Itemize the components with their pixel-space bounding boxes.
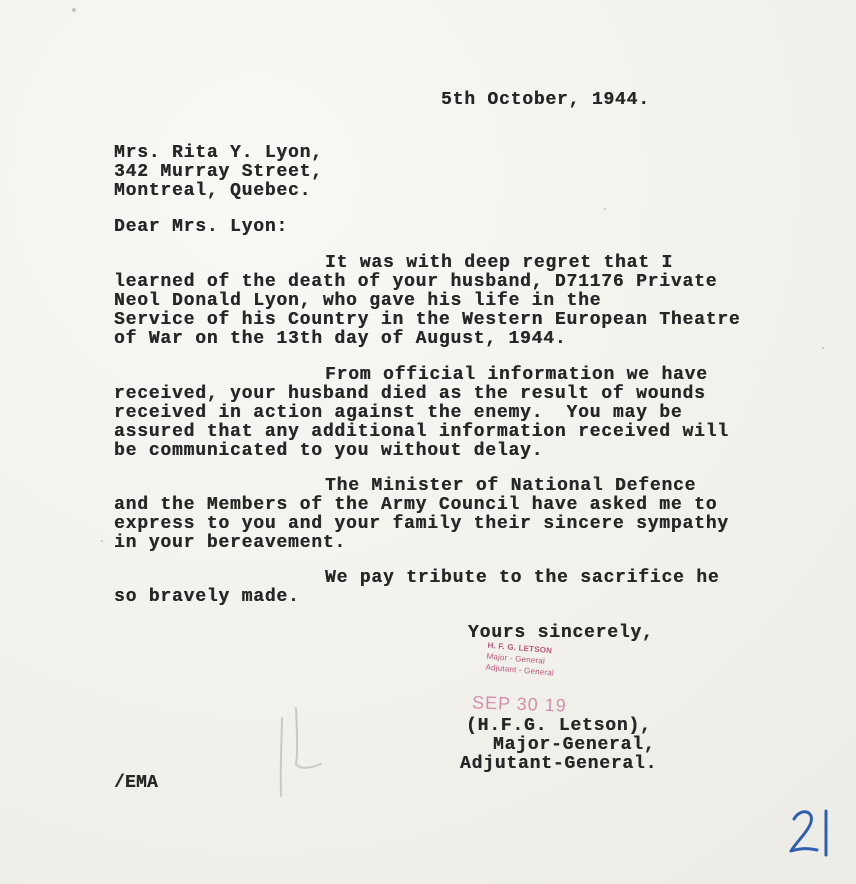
body-line: of War on the 13th day of August, 1944.	[114, 329, 567, 349]
body-line: received in action against the enemy. You may be	[114, 403, 683, 423]
letter-date: 5th October, 1944.	[441, 90, 650, 110]
body-line: The Minister of National Defence	[325, 476, 697, 496]
closing: Yours sincerely,	[468, 623, 654, 643]
handwritten-page-number	[787, 804, 837, 858]
paper-speck	[604, 208, 606, 210]
body-line: We pay tribute to the sacrifice he	[325, 568, 720, 588]
body-line: learned of the death of your husband, D71176 Private	[114, 272, 718, 292]
recipient-address-line: Mrs. Rita Y. Lyon,	[114, 143, 323, 163]
paper-speck	[822, 347, 824, 349]
body-line: From official information we have	[325, 365, 708, 385]
official-name-stamp	[484, 640, 587, 691]
stamp-line: H. F. G. LETSON	[487, 640, 553, 656]
body-line: so bravely made.	[114, 587, 300, 607]
recipient-address-line: Montreal, Quebec.	[114, 181, 312, 201]
body-line: Service of his Country in the Western European Theatre	[114, 310, 741, 330]
body-line: assured that any additional information received will	[114, 422, 729, 442]
paper-speck	[101, 540, 103, 542]
body-line: be communicated to you without delay.	[114, 441, 544, 461]
reference-initials: /EMA	[114, 773, 159, 793]
paper-speck	[72, 8, 76, 12]
pencil-signature-mark	[268, 706, 338, 806]
stamp-line: Major - General	[486, 651, 546, 666]
body-line: express to you and your family their sincere sympathy	[114, 514, 729, 534]
recipient-address-line: 342 Murray Street,	[114, 162, 323, 182]
body-line: Neol Donald Lyon, who gave his life in the	[114, 291, 602, 311]
received-date-stamp: SEP 30 19	[471, 692, 568, 716]
salutation: Dear Mrs. Lyon:	[114, 217, 289, 237]
body-line: It was with deep regret that I	[325, 253, 674, 273]
body-line: in your bereavement.	[114, 533, 347, 553]
stamp-line: Adjutant - General	[485, 662, 555, 678]
signature-rank: Major-General,	[493, 735, 656, 755]
body-line: received, your husband died as the result of wounds	[114, 384, 706, 404]
body-line: and the Members of the Army Council have asked me to	[114, 495, 718, 515]
signature-title: Adjutant-General.	[460, 754, 658, 774]
signature-name: (H.F.G. Letson),	[466, 716, 652, 736]
